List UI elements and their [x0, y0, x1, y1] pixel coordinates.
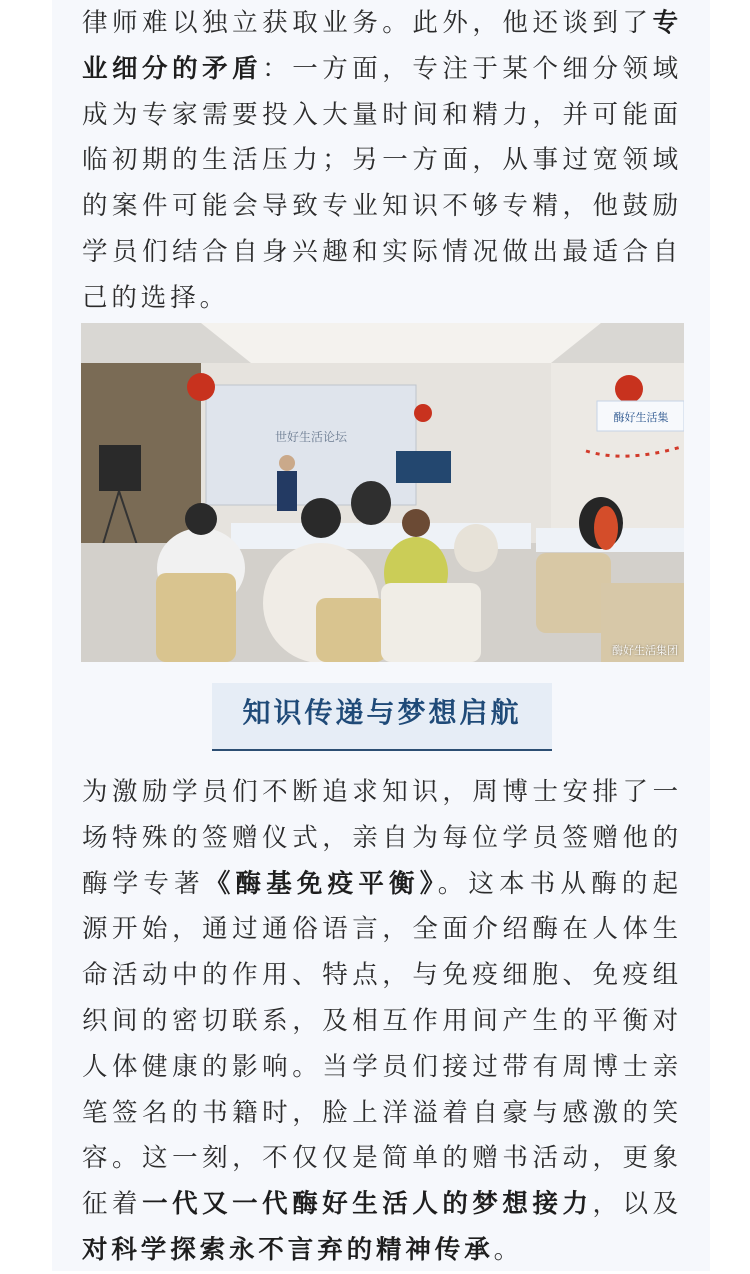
article-paragraph-1 [82, 1, 682, 322]
section-title: 知识传递与梦想启航 [242, 696, 522, 729]
paragraph-text: 。 [493, 1234, 524, 1265]
paragraph-text: 。这本书从酶的起源开始，通过通俗语言，全面介绍酶在人体生命活动中的作用、特点，与免疫细胞、免疫组织间的密切联系，及相互作用间产生的平衡对人体健康的影响。当学员们接过带有周博士亲笔签名的书籍时，脸上洋溢着自豪与感激的笑容。这一刻，不仅仅是简单的赠书活动，更象征着 [82, 868, 683, 1220]
photo-watermark: 酶好生活集团 [612, 644, 678, 657]
banner-text: 酶好生活集 [613, 411, 669, 424]
paragraph-text: 律师难以独立获取业务。此外，他还谈到了 [82, 8, 653, 38]
bold-phrase: 对科学探索永不言弃的精神传承 [82, 1234, 494, 1265]
paragraph-text: ：一方面，专注于某个细分领域成为专家需要投入大量时间和精力，并可能面临初期的生活压力；另一方面，从事过宽领域的案件可能会导致专业知识不够专精，他鼓励学员们结合自身兴趣和实际情况做出最适合自己的选择。 [82, 53, 682, 313]
event-photo [81, 323, 684, 662]
article-paragraph-2 [82, 770, 682, 1274]
classroom-scene-image [81, 323, 684, 662]
paragraph-text: 为激励学员们不断追求知识，周博士安排了一场特殊的签赠仪式，亲自为每位学员签赠他的酶学专著 [82, 777, 682, 899]
section-heading-banner [212, 683, 552, 751]
bold-phrase: 专业细分的矛盾 [82, 8, 682, 84]
bold-book-title: 《酶基免疫平衡》 [204, 868, 438, 899]
screen-text: 世好生活论坛 [274, 430, 348, 444]
paragraph-text: ，以及 [592, 1189, 682, 1220]
bold-phrase: 一代又一代酶好生活人的梦想接力 [142, 1189, 593, 1220]
